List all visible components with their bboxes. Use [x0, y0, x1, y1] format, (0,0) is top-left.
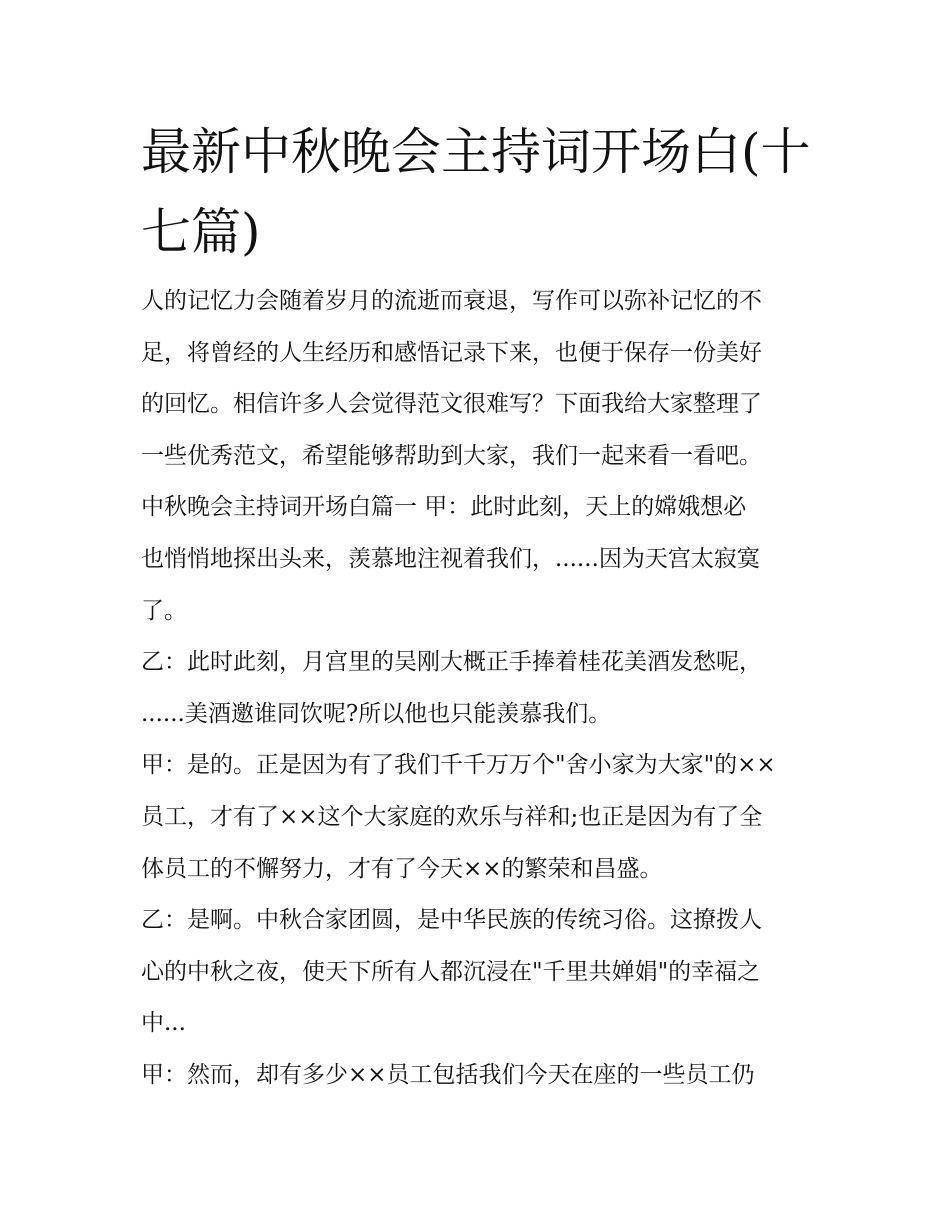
- document-body: [141, 279, 821, 1105]
- body-line: 乙：此时此刻，月宫里的吴刚大概正手捧着桂花美酒发愁呢，: [141, 649, 762, 676]
- document-title: [141, 112, 821, 272]
- body-line: 人的记忆力会随着岁月的流逝而衰退，写作可以弥补记忆的不: [141, 288, 762, 314]
- body-line: 甲：是的。正是因为有了我们千千万万个"舍小家为大家"的××: [141, 752, 776, 779]
- body-line: 体员工的不懈努力，才有了今天××的繁荣和昌盛。: [141, 855, 663, 882]
- body-line: 心的中秋之夜，使天下所有人都沉浸在"千里共婵娟"的幸福之: [141, 958, 761, 985]
- body-line: 的回忆。相信许多人会觉得范文很难写？下面我给大家整理了: [141, 391, 762, 418]
- body-line: 一些优秀范文，希望能够帮助到大家，我们一起来看一看吧。: [141, 442, 762, 469]
- title-line: 最新中秋晚会主持词开场白(十: [141, 123, 811, 181]
- body-line: ......美酒邀谁同饮呢?所以他也只能羡慕我们。: [141, 700, 612, 727]
- body-line: 也悄悄地探出头来，羡慕地注视着我们，......因为天宫太寂寞: [141, 545, 760, 572]
- body-line: 中秋晚会主持词开场白篇一 甲：此时此刻，天上的嫦娥想必: [141, 494, 747, 521]
- title-line: 七篇): [141, 203, 261, 261]
- body-line: 甲：然而，却有多少××员工包括我们今天在座的一些员工仍: [141, 1061, 755, 1088]
- body-line: 了。: [141, 597, 187, 624]
- body-line: 足，将曾经的人生经历和感悟记录下来，也便于保存一份美好: [141, 339, 762, 366]
- body-line: 员工，才有了××这个大家庭的欢乐与祥和;也正是因为有了全: [141, 803, 763, 830]
- body-line: 乙：是啊。中秋合家团圆，是中华民族的传统习俗。这撩拨人: [141, 907, 762, 934]
- body-line: 中...: [141, 1010, 186, 1037]
